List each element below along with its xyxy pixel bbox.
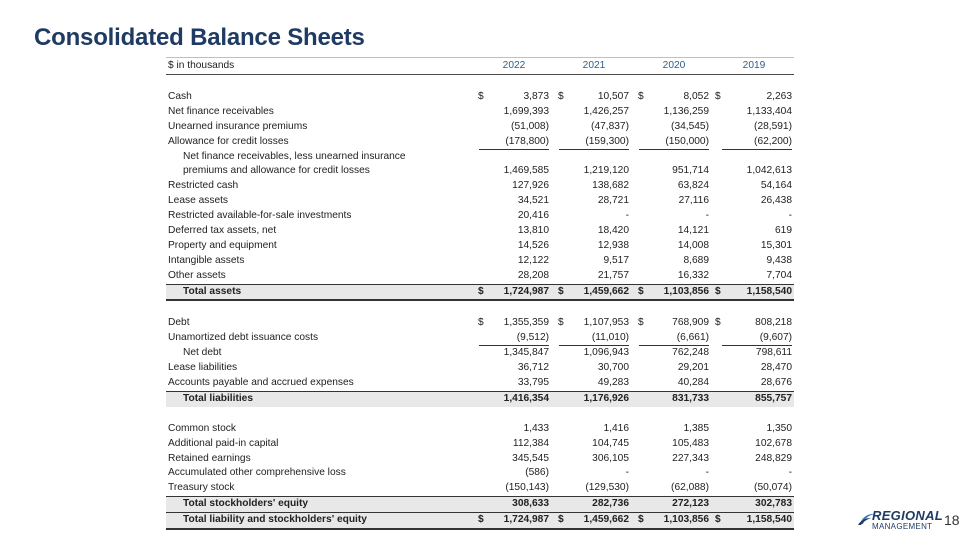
table-row — [166, 466, 794, 481]
row-value: 1,042,613 — [746, 165, 792, 177]
row-value: (62,200) — [722, 135, 792, 150]
balance-sheet-table — [166, 57, 794, 530]
row-value: 14,526 — [517, 239, 549, 251]
row-value: - — [625, 210, 629, 222]
row-label: Additional paid-in capital — [168, 437, 279, 449]
row-value: - — [705, 467, 709, 479]
company-logo — [858, 508, 944, 534]
row-value: 272,123 — [672, 498, 709, 510]
row-value: 127,926 — [512, 180, 549, 192]
row-value: 1,107,953 — [583, 317, 629, 329]
section-gap — [166, 407, 794, 422]
year-header: 2019 — [742, 60, 766, 71]
row-value: (11,010) — [559, 331, 629, 346]
row-value: (28,591) — [754, 120, 792, 132]
row-value: 282,736 — [592, 498, 629, 510]
row-value: 808,218 — [755, 317, 792, 329]
row-label: Lease liabilities — [168, 362, 238, 374]
row-label: Lease assets — [168, 195, 229, 207]
row-value: (6,661) — [639, 331, 709, 346]
currency-symbol: $ — [478, 91, 484, 102]
row-label: Allowance for credit losses — [168, 135, 289, 147]
total-row — [166, 391, 794, 407]
page-title: Consolidated Balance Sheets — [34, 24, 365, 51]
currency-symbol: $ — [558, 91, 564, 102]
row-label: Common stock — [168, 422, 236, 434]
table-row — [166, 269, 794, 284]
row-label: Other assets — [168, 269, 226, 281]
row-value: 1,103,856 — [663, 285, 709, 297]
row-value: 1,699,393 — [503, 105, 549, 117]
row-value: (129,530) — [585, 482, 629, 494]
row-value: - — [788, 210, 792, 222]
table-row — [166, 120, 794, 135]
total-row — [166, 284, 794, 302]
table-header — [166, 57, 794, 75]
row-value: 104,745 — [592, 437, 629, 449]
row-value: 29,201 — [677, 362, 709, 374]
row-value: 14,008 — [677, 239, 709, 251]
table-row — [166, 422, 794, 437]
row-value: 34,521 — [517, 195, 549, 207]
currency-symbol: $ — [638, 285, 644, 297]
row-value: 308,633 — [512, 498, 549, 510]
currency-symbol: $ — [715, 285, 721, 297]
row-value: 12,122 — [517, 254, 549, 266]
row-label: Total stockholders' equity — [183, 498, 309, 510]
row-value: 227,343 — [672, 452, 709, 464]
table-row — [166, 376, 794, 391]
row-value: 1,158,540 — [746, 285, 792, 297]
row-value: 13,810 — [517, 225, 549, 237]
table-row — [166, 135, 794, 150]
row-value: 26,438 — [760, 195, 792, 207]
currency-symbol: $ — [558, 514, 564, 526]
year-header: 2022 — [502, 60, 526, 71]
row-value: 1,350 — [766, 422, 792, 434]
row-value: (50,074) — [754, 482, 792, 494]
table-row — [166, 164, 794, 179]
table-row — [166, 481, 794, 496]
row-value: 28,470 — [760, 362, 792, 374]
row-value: 33,795 — [517, 377, 549, 389]
row-value: 619 — [775, 225, 792, 237]
row-label: Accumulated other comprehensive loss — [168, 467, 346, 479]
logo-text-line2: MANAGEMENT — [872, 522, 933, 531]
row-value: 3,873 — [523, 91, 549, 102]
row-value: (51,008) — [511, 120, 549, 132]
row-value: 1,158,540 — [746, 514, 792, 526]
row-value: 1,219,120 — [583, 165, 629, 177]
logo-text-line1: REGIONAL — [872, 508, 944, 523]
row-value: 248,829 — [755, 452, 792, 464]
table-row — [166, 346, 794, 361]
table-row — [166, 452, 794, 467]
page-number: 18 — [944, 512, 960, 528]
total-row — [166, 496, 794, 512]
row-value: 768,909 — [672, 317, 709, 329]
table-row — [166, 179, 794, 194]
row-value: 1,355,359 — [503, 317, 549, 329]
currency-symbol: $ — [478, 317, 484, 329]
row-value: 36,712 — [517, 362, 549, 374]
row-label: Treasury stock — [168, 482, 235, 494]
row-value: (34,545) — [671, 120, 709, 132]
row-label: Net finance receivables, less unearned insurance — [183, 150, 406, 162]
row-value: 28,208 — [517, 269, 549, 281]
row-value: 1,133,404 — [746, 105, 792, 117]
row-label: Total assets — [183, 285, 242, 297]
row-value: 1,433 — [523, 422, 549, 434]
row-value: 105,483 — [672, 437, 709, 449]
row-value: 1,426,257 — [583, 105, 629, 117]
row-label: Net debt — [183, 347, 222, 359]
row-label: Retained earnings — [168, 452, 251, 464]
row-value: 831,733 — [672, 392, 709, 404]
row-value: - — [625, 467, 629, 479]
row-value: 30,700 — [597, 362, 629, 374]
row-value: 40,284 — [677, 377, 709, 389]
row-value: 8,052 — [683, 91, 709, 102]
row-label: Total liability and stockholders' equity — [183, 514, 367, 526]
row-value: 14,121 — [677, 225, 709, 237]
row-value: 1,469,585 — [503, 165, 549, 177]
row-value: 1,416,354 — [503, 392, 549, 404]
row-value: - — [705, 210, 709, 222]
row-label: Property and equipment — [168, 239, 277, 251]
row-value: 12,938 — [597, 239, 629, 251]
row-value: 9,517 — [603, 254, 629, 266]
table-row — [166, 209, 794, 224]
row-label: premiums and allowance for credit losses — [183, 165, 370, 177]
row-value: - — [788, 467, 792, 479]
row-value: 306,105 — [592, 452, 629, 464]
row-value: 1,103,856 — [663, 514, 709, 526]
row-label: Intangible assets — [168, 254, 245, 266]
row-value: 2,263 — [766, 91, 792, 102]
section-gap — [166, 301, 794, 316]
row-label: Unearned insurance premiums — [168, 120, 308, 132]
row-value: 1,176,926 — [583, 392, 629, 404]
row-value: 951,714 — [672, 165, 709, 177]
row-value: 1,459,662 — [583, 514, 629, 526]
row-value: 1,724,987 — [503, 285, 549, 297]
row-value: 138,682 — [592, 180, 629, 192]
row-value: 21,757 — [597, 269, 629, 281]
row-value: 302,783 — [755, 498, 792, 510]
row-value: 1,096,943 — [583, 347, 629, 359]
table-row — [166, 239, 794, 254]
currency-symbol: $ — [558, 285, 564, 297]
row-label: Restricted cash — [168, 180, 239, 192]
row-value: 49,283 — [597, 377, 629, 389]
row-label: Accounts payable and accrued expenses — [168, 377, 354, 389]
row-value: 1,345,847 — [503, 347, 549, 359]
row-value: 9,438 — [766, 254, 792, 266]
row-value: 762,248 — [672, 347, 709, 359]
row-value: 102,678 — [755, 437, 792, 449]
row-label: Total liabilities — [183, 392, 254, 404]
currency-symbol: $ — [715, 317, 721, 329]
unit-label: $ in thousands — [168, 60, 235, 71]
row-value: 63,824 — [677, 180, 709, 192]
table-row — [166, 437, 794, 452]
section-gap — [166, 75, 794, 90]
row-value: (150,143) — [505, 482, 549, 494]
row-label: Net finance receivables — [168, 105, 274, 117]
table-row — [166, 194, 794, 209]
row-value: (586) — [525, 467, 549, 479]
row-value: 798,611 — [755, 347, 792, 359]
row-label: Debt — [168, 317, 190, 329]
row-value: (178,800) — [479, 135, 549, 150]
row-value: (150,000) — [639, 135, 709, 150]
row-value: 54,164 — [760, 180, 792, 192]
row-value: (47,837) — [591, 120, 629, 132]
currency-symbol: $ — [478, 285, 484, 297]
row-label: Unamortized debt issuance costs — [168, 332, 319, 344]
row-value: 345,545 — [512, 452, 549, 464]
row-value: 1,459,662 — [583, 285, 629, 297]
table-row — [166, 90, 794, 105]
currency-symbol: $ — [715, 91, 721, 102]
currency-symbol: $ — [558, 317, 564, 329]
table-row — [166, 150, 794, 165]
row-value: 18,420 — [597, 225, 629, 237]
currency-symbol: $ — [715, 514, 721, 526]
table-row — [166, 105, 794, 120]
row-value: 1,136,259 — [663, 105, 709, 117]
row-value: 27,116 — [678, 195, 709, 207]
row-value: 112,384 — [512, 437, 549, 449]
row-value: 10,507 — [597, 91, 629, 102]
row-value: 15,301 — [760, 239, 792, 251]
row-label: Restricted available-for-sale investments — [168, 210, 352, 222]
row-label: Cash — [168, 91, 192, 102]
row-value: 16,332 — [677, 269, 709, 281]
row-value: 28,721 — [597, 195, 629, 207]
row-value: (9,512) — [479, 331, 549, 346]
row-value: 1,724,987 — [503, 514, 549, 526]
row-value: 7,704 — [766, 269, 792, 281]
currency-symbol: $ — [478, 514, 484, 526]
currency-symbol: $ — [638, 91, 644, 102]
row-value: 1,416 — [603, 422, 629, 434]
row-value: (62,088) — [671, 482, 709, 494]
currency-symbol: $ — [638, 514, 644, 526]
table-row — [166, 316, 794, 331]
total-row — [166, 512, 794, 530]
row-value: 855,757 — [755, 392, 792, 404]
row-value: 8,689 — [683, 254, 709, 266]
row-value: (9,607) — [722, 331, 792, 346]
table-row — [166, 224, 794, 239]
row-label: Deferred tax assets, net — [168, 225, 277, 237]
table-row — [166, 361, 794, 376]
row-value: 28,676 — [760, 377, 792, 389]
row-value: 20,416 — [517, 210, 549, 222]
year-header: 2021 — [582, 60, 606, 71]
table-row — [166, 254, 794, 269]
currency-symbol: $ — [638, 317, 644, 329]
row-value: 1,385 — [683, 422, 709, 434]
year-header: 2020 — [662, 60, 686, 71]
table-row — [166, 331, 794, 346]
row-value: (159,300) — [559, 135, 629, 150]
